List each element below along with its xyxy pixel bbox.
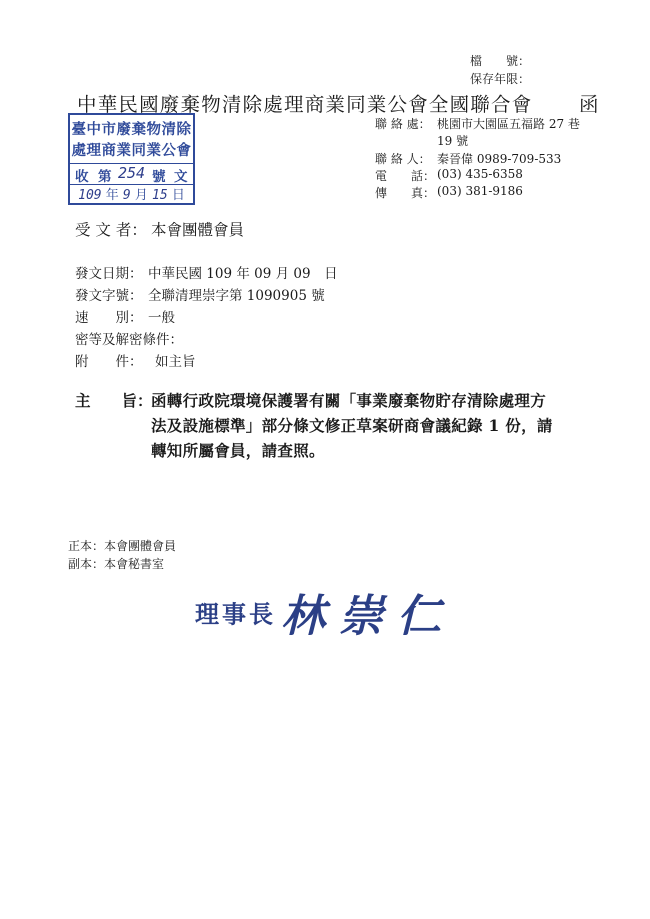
attachment-value: 如主旨 — [155, 354, 196, 370]
stamp-doc-label: 文 — [174, 169, 188, 185]
stamp-date-month: 9 — [122, 188, 131, 203]
reference-number-value: 全聯清理崇字第 1090905 號 — [148, 288, 325, 304]
stamp-number-suffix: 號 — [152, 169, 166, 185]
stamp-date-row — [70, 184, 193, 203]
stamp-date-month-unit: 月 — [134, 188, 148, 203]
stamp-date-year-unit: 年 — [105, 188, 119, 203]
cc-copy: 副本：本會秘書室 — [68, 557, 165, 571]
stamp-receipt-number-row — [70, 163, 193, 185]
recipient-label: 受 文 者： — [75, 221, 147, 239]
address-label: 聯 絡 處： — [375, 117, 431, 131]
receiving-stamp — [68, 113, 195, 205]
address-line1: 桃園市大園區五福路 27 巷 — [437, 117, 580, 131]
chairman-signature-seal — [0, 580, 650, 644]
signature-name: 林崇仁 — [281, 591, 456, 642]
speed-label: 速 別： — [75, 310, 143, 326]
fax-label: 傳 真： — [375, 186, 436, 200]
stamp-org-line2: 處理商業同業公會 — [71, 142, 192, 159]
fax-number: (03) 381-9186 — [437, 184, 523, 198]
attachment-label: 附 件： — [75, 354, 143, 370]
stamp-receipt-label: 收 — [75, 169, 89, 185]
issue-date-label: 發文日期： — [75, 266, 143, 282]
phone-label: 電 話： — [375, 169, 436, 183]
subject-line-3: 轉知所屬會員，請查照。 — [151, 441, 325, 460]
stamp-receipt-number: 254 — [118, 164, 146, 182]
issuing-organization-title: 中華民國廢棄物清除處理商業同業公會全國聯合會 — [77, 93, 533, 116]
contact-person-label: 聯 絡 人： — [375, 152, 431, 166]
subject-label: 主 旨： — [75, 391, 153, 410]
subject-line-1: 函轉行政院環境保護署有關「事業廢棄物貯存清除處理方 — [151, 391, 547, 410]
document-type: 函 — [579, 93, 600, 116]
subject-line-2: 法及設施標準」部分條文修正草案研商會議紀錄 1 份，請 — [151, 416, 553, 435]
phone-number: (03) 435-6358 — [437, 167, 523, 181]
stamp-org-line1: 臺中市廢棄物清除 — [71, 121, 192, 138]
stamp-date-day: 15 — [152, 188, 168, 203]
main-recipient-copy: 正本：本會團體會員 — [68, 539, 177, 553]
address-line2: 19 號 — [437, 134, 469, 148]
stamp-date-day-unit: 日 — [171, 188, 185, 203]
issue-date-value: 中華民國 109 年 09 月 09 日 — [148, 266, 338, 282]
stamp-ordinal-label: 第 — [98, 169, 112, 185]
file-number-label: 檔 號： — [470, 54, 531, 68]
stamp-date-year: 109 — [78, 188, 102, 203]
signature-title: 理事長 — [194, 599, 276, 629]
security-level-label: 密等及解密條件： — [75, 332, 183, 348]
speed-value: 一般 — [148, 310, 175, 326]
contact-person: 秦晉偉 0989-709-533 — [437, 152, 562, 166]
reference-number-label: 發文字號： — [75, 288, 143, 304]
retention-period-label: 保存年限： — [470, 72, 531, 86]
recipient-value: 本會團體會員 — [151, 221, 245, 239]
